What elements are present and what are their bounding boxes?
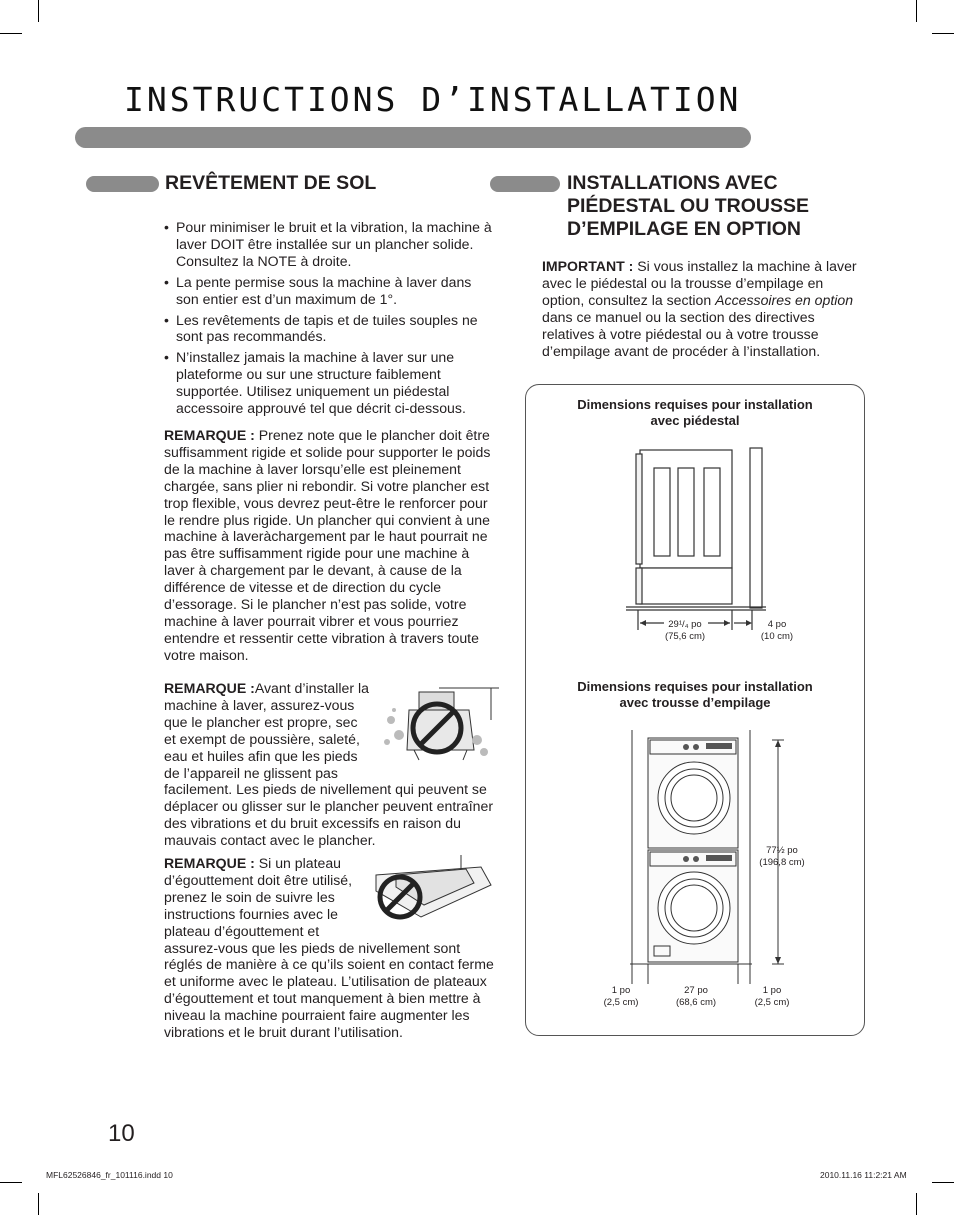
important-label: IMPORTANT : — [542, 258, 634, 274]
footer-file-name: MFL62526846_fr_101116.indd 10 — [46, 1170, 173, 1180]
important-italic: Accessoires en option — [715, 291, 854, 308]
crop-mark — [0, 33, 22, 34]
crop-mark — [932, 1182, 954, 1183]
dimension-label-width: 27 po (68,6 cm) — [675, 985, 717, 1008]
page-number: 10 — [108, 1120, 135, 1147]
bullet-item: • Les revêtements de tapis et de tuiles souples ne sont pas recommandés. — [164, 312, 494, 346]
important-paragraph — [542, 258, 867, 359]
pedestal-washer-drawing — [620, 444, 770, 634]
dimension-label-side: 4 po (10 cm) — [760, 619, 794, 642]
note-paragraph-clean-floor — [164, 680, 504, 849]
important-text: Si vous installez la machine à laver avec le piédestal ou la trousse d’empilage en option, consultez la section — [542, 258, 857, 308]
floor-text-block — [164, 219, 494, 675]
section-marker — [86, 176, 159, 192]
dimension-label-height: 77½ po (196,8 cm) — [759, 845, 805, 868]
illustration-drain-pan — [366, 855, 494, 925]
important-text: dans ce manuel ou la section des directives relatives à votre piédestal ou à votre trousse d’empilage avant de procéder à l’installation. — [542, 308, 821, 359]
dimension-label-left-gap: 1 po (2,5 cm) — [603, 985, 639, 1008]
footer-timestamp: 2010.11.16 11:2:21 AM — [820, 1170, 907, 1180]
heading-line: D’EMPILAGE EN OPTION — [567, 218, 802, 240]
bullet-item: • N’installez jamais la machine à laver sur une plateforme ou sur une structure faiblement supportée. Utilisez uniquement un piédestal accessoire approuvé tel que décrit ci-dessous. — [164, 349, 494, 417]
diagram-title-pedestal — [545, 397, 845, 429]
dimension-label-width: 29¹/₄ po (75,6 cm) — [664, 619, 706, 642]
crop-mark — [916, 0, 917, 22]
note-text: Avant d’installer la machine à laver, assurez-vous que le plancher est propre, sec et exempt de poussière, saleté, eau et huiles afin que les pieds de l’appareil ne glissent pas facilement. Les pieds de nivellement qui peuvent se déplacer ou glisser sur le plancher peuvent entraîner des vibrations et du bruit excessifs en raison du mauvais contact avec le plancher. — [164, 680, 494, 849]
page-title: INSTRUCTIONS D’INSTALLATION — [124, 80, 742, 119]
crop-mark — [932, 33, 954, 34]
crop-mark — [38, 1193, 39, 1215]
note-label: REMARQUE : — [164, 680, 255, 696]
illustration-dirty-floor — [379, 680, 504, 770]
dimension-label-right-gap: 1 po (2,5 cm) — [754, 985, 790, 1008]
title-line: avec trousse d’empilage — [619, 695, 771, 710]
title-bar — [75, 127, 751, 148]
note-paragraph-drain-pan — [164, 855, 494, 1041]
note-text: Prenez note que le plancher doit être suffisamment rigide et solide pour supporter le poids de la machine à laver lorsqu’elle est pleinement chargée, sans plier ni rebondir. Si votre plancher est trop flexible, vous devrez peut-être le renforcer pour le rendre plus rigide. Un plancher qui convient à une machine à laveràchargement par le haut pourrait ne pas être suffisamment rigide pour une machine à laver à chargement par le devant, à cause de la différence de vitesse et de direction du cycle d’essorage. Si le plancher n’est pas solide, votre machine à laver pourrait vibrer et vous pourriez entendre et ressentir cette vibration à travers toute votre maison. — [164, 426, 491, 663]
note-label: REMARQUE : — [164, 855, 255, 871]
heading-line: INSTALLATIONS AVEC — [567, 172, 778, 194]
note-text: Si un plateau d’égouttement doit être utilisé, prenez le soin de suivre les instructions fournies avec le plateau d’égouttement et assurez-vous que les pieds de nivellement sont réglés de manière à ce qu’ils soient en contact ferme et uniforme avec le plateau. L’utilisation de plateaux d’égouttement et tout manquement à bien mettre à niveau la machine pourraient faire augmenter les vibrations et le bruit durant l’utilisation. — [164, 855, 494, 1041]
note-paragraph-floor-rigidity — [164, 427, 494, 664]
crop-mark — [0, 1182, 22, 1183]
section-heading-pedestal — [567, 172, 867, 241]
heading-line: PIÉDESTAL OU TROUSSE — [567, 195, 809, 217]
crop-mark — [38, 0, 39, 22]
section-heading-floor: REVÊTEMENT DE SOL — [165, 172, 377, 194]
title-line: Dimensions requises pour installation — [577, 397, 813, 412]
bullet-item: • La pente permise sous la machine à laver dans son entier est d’un maximum de 1°. — [164, 274, 494, 308]
bullet-item: • Pour minimiser le bruit et la vibration, la machine à laver DOIT être installée sur un plancher solide. Consultez la NOTE à droite. — [164, 219, 494, 270]
crop-mark — [916, 1193, 917, 1215]
title-line: avec piédestal — [650, 413, 740, 428]
floor-bullet-list — [164, 219, 494, 417]
note-label: REMARQUE : — [164, 426, 255, 443]
title-line: Dimensions requises pour installation — [577, 679, 813, 694]
diagram-title-stacking — [545, 679, 845, 711]
section-marker — [490, 176, 560, 192]
